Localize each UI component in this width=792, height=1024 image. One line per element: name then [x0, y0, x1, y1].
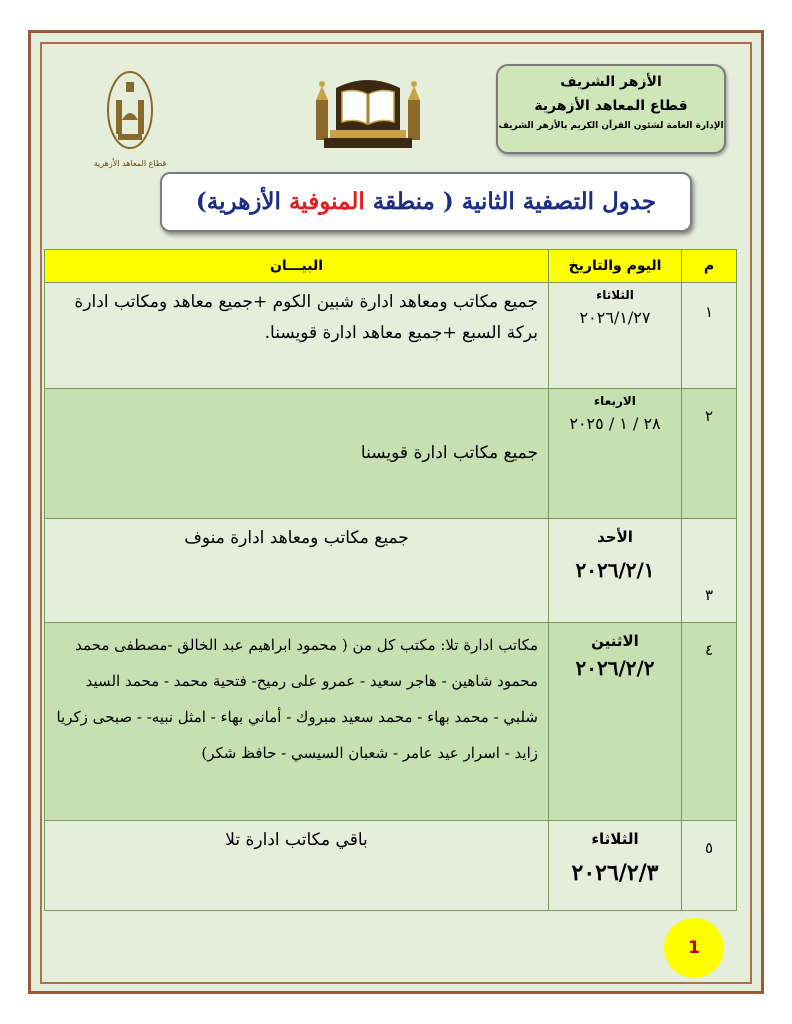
- header-line-1: الأزهر الشريف: [560, 74, 662, 90]
- row-desc: جميع مكاتب ومعاهد ادارة منوف: [45, 519, 549, 623]
- azhar-institutes-logo: [92, 66, 168, 172]
- row-day: الثلاثاء: [596, 288, 634, 302]
- quran-emblem-icon: [312, 74, 424, 152]
- header-desc: البيـــان: [45, 250, 549, 283]
- table-row: [45, 389, 737, 519]
- row-date: ٢٠٢٦/٢/٣: [571, 860, 659, 886]
- row-desc: باقي مكاتب ادارة تلا: [45, 821, 549, 911]
- row-num: ١: [682, 283, 737, 389]
- header-num: م: [682, 250, 737, 283]
- title-before: جدول التصفية الثانية ( منطقة: [364, 188, 657, 215]
- row-date-cell: [549, 389, 682, 519]
- page-title: [160, 172, 692, 232]
- row-desc: مكاتب ادارة تلا: مكتب كل من ( محمود ابراهيم عبد الخالق -مصطفى محمد محمود شاهين - هاجر سعيد - عمرو على رميح- فتحية محمد - محمد السيد شلبي - محمد بهاء - محمد سعيد مبروك - أماني بهاء - امثل نبيه- - صبحى زكريا زايد - اسرار عيد عامر - شعبان السيسي - حافظ شكر): [45, 623, 549, 821]
- row-date-cell: [549, 821, 682, 911]
- row-num: ٥: [682, 821, 737, 911]
- header-line-2: قطاع المعاهد الأزهرية: [534, 98, 688, 114]
- row-day: الاربعاء: [594, 394, 636, 408]
- table-row: [45, 519, 737, 623]
- row-num: ٢: [682, 389, 737, 519]
- schedule-table: [44, 249, 737, 911]
- title-after: الأزهرية): [195, 188, 289, 215]
- row-date: ٢٠٢٦/١/٢٧: [579, 308, 651, 327]
- row-date-cell: [549, 623, 682, 821]
- page-number-badge: 1: [664, 918, 724, 978]
- row-date: ٢٠٢٦/٢/٢: [575, 656, 655, 680]
- row-day: الاثنين: [591, 632, 639, 650]
- header-line-3: الإدارة العامة لشئون القرآن الكريم بالأزهر الشريف: [498, 121, 724, 131]
- table-row: [45, 821, 737, 911]
- row-date: ٢٠٢٦/٢/١: [575, 558, 655, 582]
- table-header-row: [45, 250, 737, 283]
- row-desc: جميع مكاتب ادارة قويسنا: [45, 389, 549, 519]
- table-row: [45, 283, 737, 389]
- title-highlight: المنوفية: [288, 188, 365, 215]
- logo-caption: قطاع المعاهد الأزهرية: [93, 159, 167, 168]
- row-day: الثلاثاء: [591, 830, 639, 848]
- row-date-cell: [549, 283, 682, 389]
- header-date: اليوم والتاريخ: [549, 250, 682, 283]
- row-num: ٤: [682, 623, 737, 821]
- row-date-cell: [549, 519, 682, 623]
- row-desc: جميع مكاتب ومعاهد ادارة شبين الكوم +جميع معاهد ومكاتب ادارة بركة السبع +جميع معاهد ادارة قويسنا.: [45, 283, 549, 389]
- row-day: الأحد: [597, 528, 633, 546]
- table-row: [45, 623, 737, 821]
- row-date: ٢٨ / ١ / ٢٠٢٥: [569, 414, 661, 433]
- header-box: [496, 64, 726, 154]
- row-num: ٣: [682, 519, 737, 623]
